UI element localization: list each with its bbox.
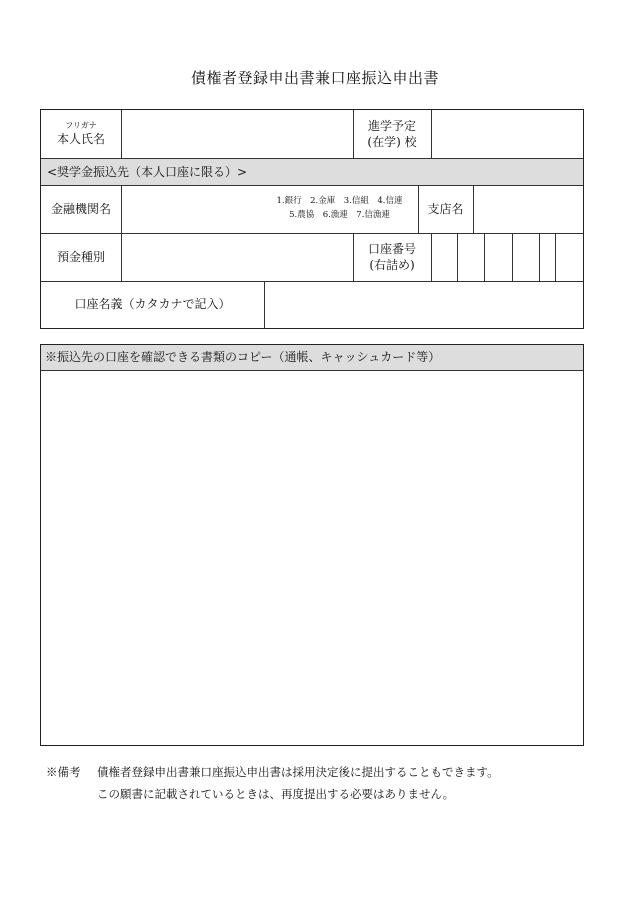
col-divider: [473, 185, 474, 233]
branch-label: 支店名: [427, 201, 464, 216]
col-divider: [121, 110, 122, 158]
account-digit-6[interactable]: [555, 233, 583, 281]
section-header: <奨学金振込先（本人口座に限る）>: [47, 164, 248, 179]
bank-type-options-line1: 1.銀行 2.金庫 3.信組 4.信連: [276, 196, 403, 207]
account-digit-2[interactable]: [457, 233, 484, 281]
account-digit-5[interactable]: [539, 233, 555, 281]
digit-divider: [555, 233, 556, 281]
school-label-line1: 進学予定: [367, 118, 416, 133]
col-divider: [431, 233, 432, 281]
copy-box-header: ※振込先の口座を確認できる書類のコピー（通帳、キャッシュカード等）: [45, 350, 441, 365]
digit-divider: [484, 233, 485, 281]
col-divider: [418, 185, 419, 233]
account-holder-label: 口座名義（カタカナで記入）: [74, 297, 231, 312]
furigana-label: フリガナ: [65, 120, 97, 130]
branch-name-input[interactable]: [473, 185, 583, 233]
account-number-label-line2: (右詰め): [369, 258, 415, 272]
col-divider: [121, 185, 122, 233]
remarks-line-2: この願書に記載されているときは、再度提出する必要はありません。: [97, 787, 455, 801]
digit-divider: [512, 233, 513, 281]
row-divider: [41, 158, 583, 159]
col-divider: [431, 110, 432, 158]
name-label-cell: [41, 110, 121, 158]
bank-transfer-form: [40, 109, 584, 329]
deposit-type-label: 預金種別: [56, 249, 105, 264]
col-divider: [353, 110, 354, 158]
bank-name-input[interactable]: [121, 185, 261, 233]
page-title: 債権者登録申出書兼口座振込申出書: [190, 69, 439, 87]
account-digit-3[interactable]: [484, 233, 512, 281]
school-label-cell: [353, 110, 431, 158]
row-divider: [41, 281, 583, 282]
bank-type-options-line2: 5.農協 6.漁連 7.信漁連: [289, 210, 390, 220]
deposit-type-input[interactable]: [121, 233, 353, 281]
bank-type-options[interactable]: [261, 185, 418, 233]
remarks-label: ※備考: [46, 765, 81, 779]
school-input-field[interactable]: [431, 110, 583, 158]
account-number-label-line1: 口座番号: [367, 241, 416, 256]
digit-divider: [457, 233, 458, 281]
account-digit-1[interactable]: [431, 233, 457, 281]
account-digit-4[interactable]: [512, 233, 539, 281]
copy-box-header-divider: [41, 370, 583, 371]
bank-label: 金融機関名: [50, 201, 111, 216]
school-label-line2: (在学) 校: [367, 135, 417, 149]
account-number-label-cell: [353, 233, 431, 281]
name-label: 本人氏名: [56, 132, 105, 147]
col-divider: [121, 233, 122, 281]
row-divider: [41, 233, 583, 234]
name-input-field[interactable]: [121, 110, 353, 158]
digit-divider: [539, 233, 540, 281]
document-copy-area[interactable]: [40, 344, 584, 746]
col-divider: [264, 281, 265, 328]
col-divider: [353, 233, 354, 281]
account-holder-input[interactable]: [264, 281, 583, 328]
row-divider: [41, 185, 583, 186]
remarks-line-1: 債権者登録申出書兼口座振込申出書は採用決定後に提出することもできます。: [97, 765, 499, 779]
